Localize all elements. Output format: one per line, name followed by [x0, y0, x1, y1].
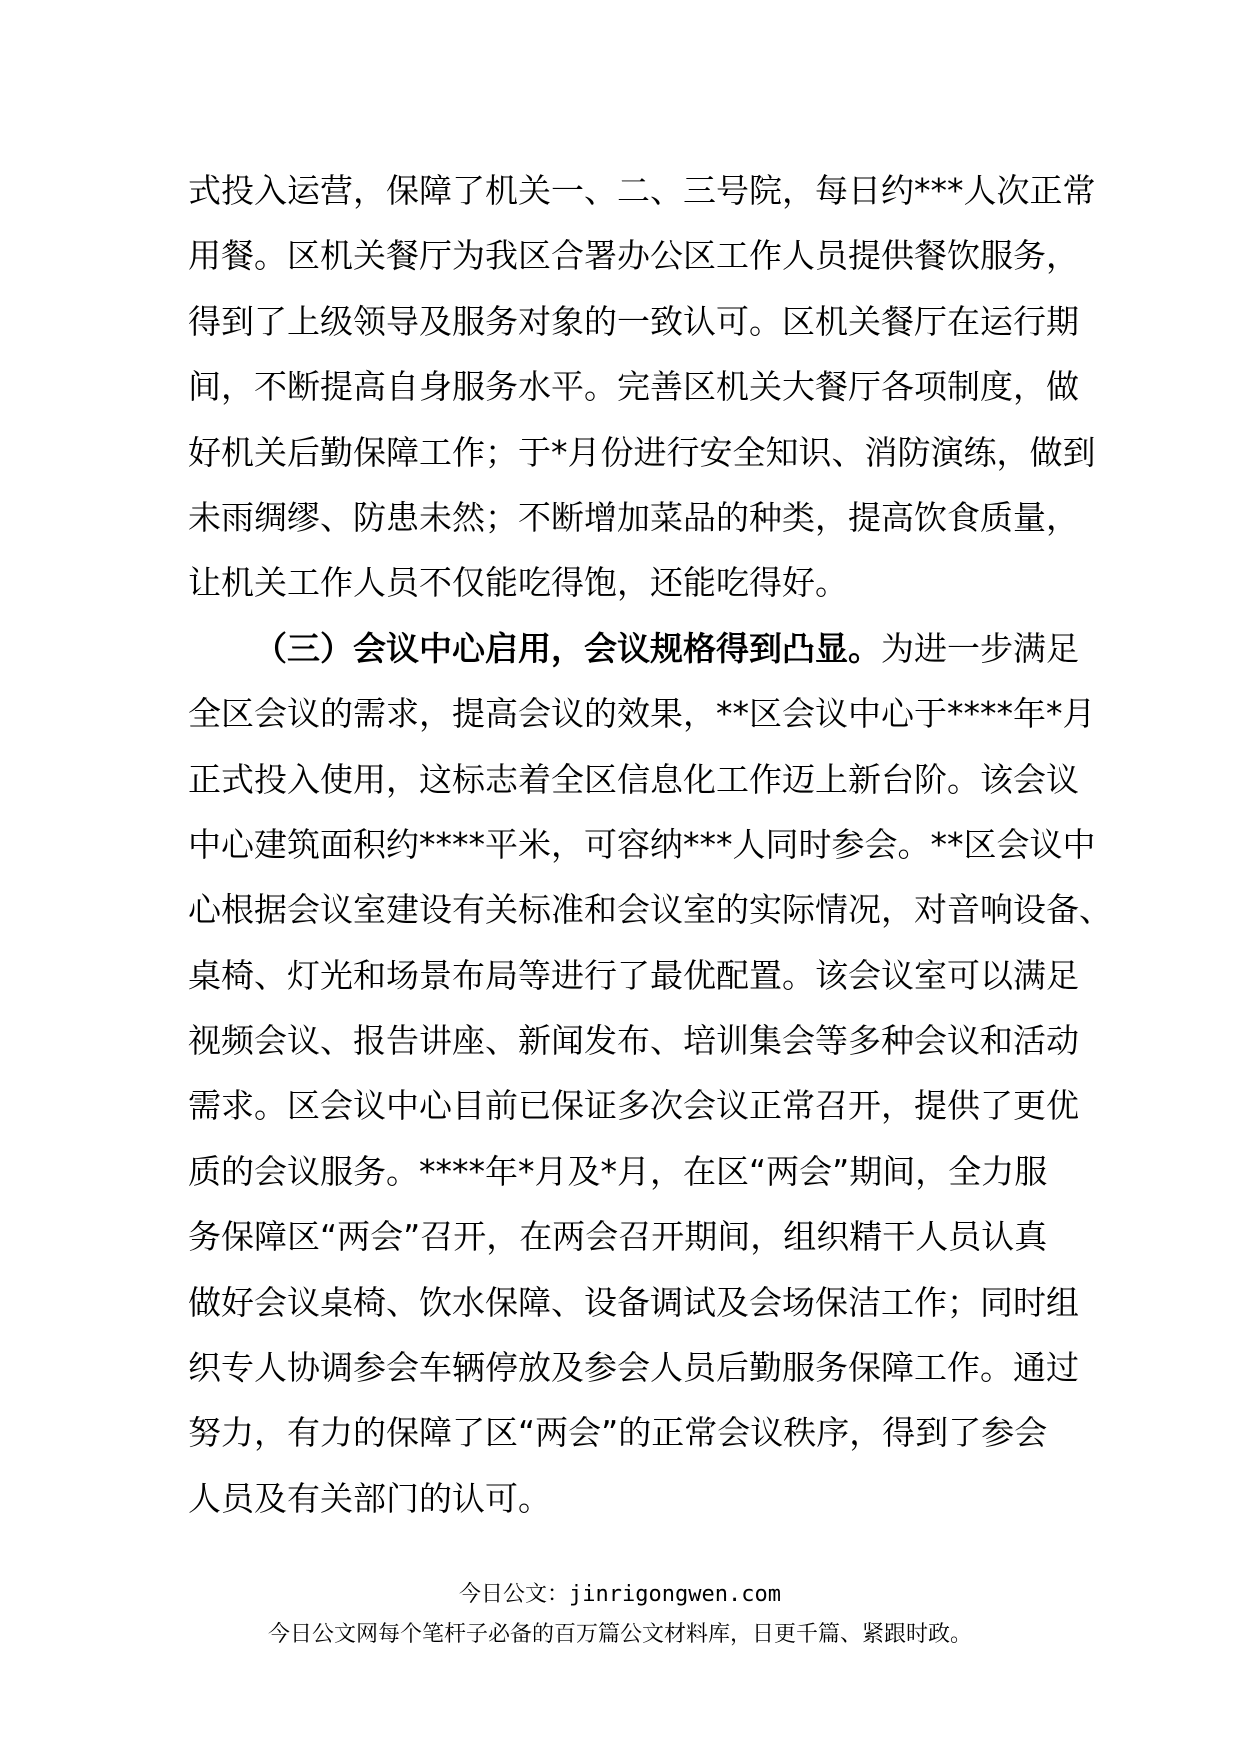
text-line: 用餐。区机关餐厅为我区合署办公区工作人员提供餐饮服务， — [188, 236, 1079, 276]
text-line: 桌椅、灯光和场景布局等进行了最优配置。该会议室可以满足 — [188, 955, 1079, 995]
footer-site-url[interactable]: jinrigongwen.com — [569, 1582, 781, 1607]
text-line: 需求。区会议中心目前已保证多次会议正常召开，提供了更优 — [188, 1086, 1079, 1126]
text-line: 织专人协调参会车辆停放及参会人员后勤服务保障工作。通过 — [188, 1348, 1079, 1388]
text-line: 视频会议、报告讲座、新闻发布、培训集会等多种会议和活动 — [188, 1021, 1079, 1061]
text-line: 务保障区“两会”召开，在两会召开期间，组织精干人员认真 — [188, 1217, 1048, 1257]
text-line: 式投入运营，保障了机关一、二、三号院，每日约***人次正常 — [188, 171, 1096, 210]
first-line-text: 为进一步满足 — [881, 628, 1079, 668]
text-line: 正式投入使用，这标志着全区信息化工作迈上新台阶。该会议 — [188, 759, 1079, 799]
text-line: 让机关工作人员不仅能吃得饱，还能吃得好。 — [188, 563, 848, 603]
paragraph-conference-center — [188, 616, 1112, 1531]
paragraph-first-line — [188, 616, 1079, 681]
text-line: 未雨绸缪、防患未然；不断增加菜品的种类，提高饮食质量， — [188, 497, 1079, 537]
text-line: 中心建筑面积约****平米，可容纳***人同时参会。**区会议中 — [188, 824, 1096, 864]
section-heading: （三）会议中心启用，会议规格得到凸显。 — [254, 628, 881, 668]
document-body — [188, 158, 1112, 1531]
footer-site-label: 今日公文： — [459, 1582, 570, 1607]
footer-site-line — [0, 1580, 1240, 1610]
paragraph-canteen — [188, 158, 1096, 616]
text-line: 心根据会议室建设有关标准和会议室的实际情况，对音响设备、 — [188, 890, 1112, 930]
text-line: 做好会议桌椅、饮水保障、设备调试及会场保洁工作；同时组 — [188, 1282, 1079, 1322]
text-line: 全区会议的需求，提高会议的效果，**区会议中心于****年*月 — [188, 694, 1096, 734]
text-line: 努力，有力的保障了区“两会”的正常会议秩序，得到了参会 — [188, 1413, 1048, 1453]
text-line: 得到了上级领导及服务对象的一致认可。区机关餐厅在运行期 — [188, 301, 1079, 341]
text-line: 间，不断提高自身服务水平。完善区机关大餐厅各项制度，做 — [188, 367, 1079, 407]
text-line: 质的会议服务。****年*月及*月，在区“两会”期间，全力服 — [188, 1151, 1048, 1191]
text-line: 人员及有关部门的认可。 — [188, 1478, 551, 1518]
text-line: 好机关后勤保障工作；于*月份进行安全知识、消防演练，做到 — [188, 432, 1096, 472]
footer-slogan: 今日公文网每个笔杆子必备的百万篇公文材料库，日更千篇、紧跟时政。 — [267, 1622, 972, 1647]
